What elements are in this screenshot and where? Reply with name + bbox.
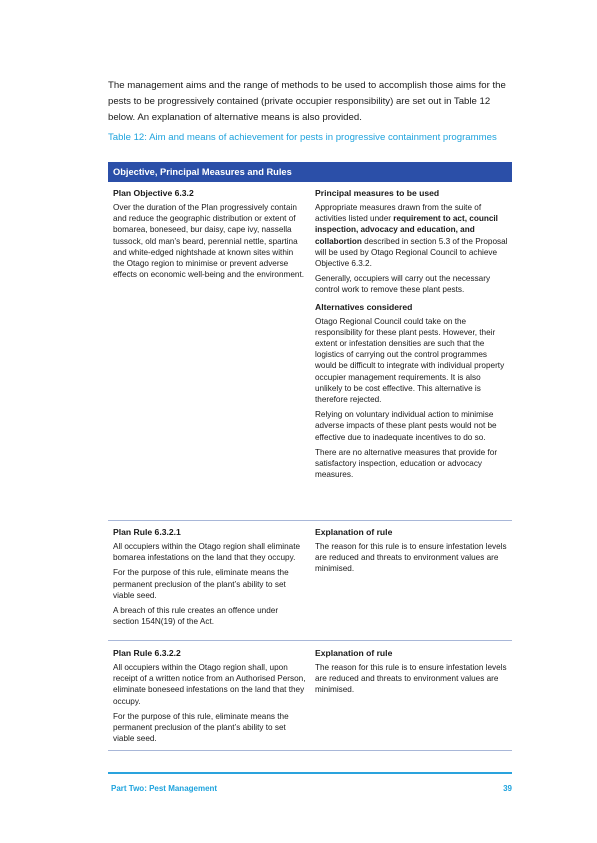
- rule-text-3: A breach of this rule creates an offence under section 154N(19) of the Act.: [113, 606, 279, 627]
- rule-cell: [108, 527, 310, 640]
- explanation-heading: Explanation of rule: [315, 527, 393, 537]
- rule-heading: Plan Rule 6.3.2.1: [113, 527, 181, 537]
- alternatives-heading: Alternatives considered: [315, 301, 413, 312]
- footer-divider: [108, 772, 512, 774]
- explanation-text: The reason for this rule is to ensure infestation levels are reduced and threats to environment values are minimised.: [315, 663, 507, 695]
- measures-text-2: Generally, occupiers will carry out the necessary control work to remove these plant pests.: [315, 274, 491, 295]
- objective-cell: [108, 188, 310, 520]
- measures-heading: Principal measures to be used: [315, 188, 440, 198]
- intro-paragraph: The management aims and the range of methods to be used to accomplish those aims for the pests to be progressively contained (private occupier responsibility) are set out in Table 12 below. An explanation of alternative means is also provided.: [108, 80, 506, 123]
- table-row: [108, 521, 512, 641]
- alternatives-text-1: Otago Regional Council could take on the responsibility for these plant pests. However, their extent or infestation densities are such that the logistics of carrying out the control programmes would be difficult to integrate with individual property occupier management requirements. It is also unlikely to be cost effective. This alternative is therefore rejected.: [315, 316, 505, 405]
- objectives-table: [108, 162, 512, 751]
- rule-cell: [108, 648, 310, 750]
- rule-text-1: All occupiers within the Otago region shall, upon receipt of a written notice from an Authorised Person, eliminate boneseed infestations on the land that they occupy.: [113, 663, 306, 706]
- footer-section-title: Part Two: Pest Management: [111, 784, 218, 793]
- rule-text-1: All occupiers within the Otago region shall eliminate bomarea infestations on the land that they occupy.: [113, 542, 301, 563]
- rule-text-2: For the purpose of this rule, eliminate means the permanent preclusion of the plant’s ability to set viable seed.: [113, 568, 289, 600]
- explanation-cell: [310, 648, 512, 750]
- explanation-cell: [310, 527, 512, 640]
- explanation-text: The reason for this rule is to ensure infestation levels are reduced and threats to environment values are minimised.: [315, 542, 507, 574]
- alternatives-text-2: Relying on voluntary individual action to minimise adverse impacts of these plant pests would not be effective due to inadequate incentives to do so.: [315, 410, 497, 442]
- table-row: [108, 182, 512, 521]
- objective-heading: Plan Objective 6.3.2: [113, 188, 194, 198]
- alternatives-text-3: There are no alternative measures that provide for satisfactory inspection, education or advocacy measures.: [315, 447, 498, 480]
- objective-text: Over the duration of the Plan progressively contain and reduce the geographic distribution or extent of bomarea, boneseed, bur daisy, cape ivy, nassella tussock, old man’s beard, perennial nettle, spartina and white-edged nightshade at known sites within the Otago region to minimise or prevent adverse effects on economic well-being and the environment.: [113, 203, 305, 280]
- table-row: [108, 641, 512, 751]
- page-number: 39: [503, 784, 512, 793]
- measures-cell: [310, 188, 512, 520]
- rule-heading: Plan Rule 6.3.2.2: [113, 648, 181, 658]
- rule-text-2: For the purpose of this rule, eliminate means the permanent preclusion of the plant’s ability to set viable seed.: [113, 711, 289, 744]
- table-caption: Table 12: Aim and means of achievement for pests in progressive containment programmes: [108, 132, 497, 143]
- measures-text: Appropriate measures drawn from the suite of activities listed under requirement to act, council inspection, advocacy and education, and collabortion described in section 5.3 of the Proposal will be used by Otago Regional Council to achieve Objective 6.3.2.: [315, 203, 508, 269]
- table-header: Objective, Principal Measures and Rules: [108, 162, 512, 182]
- explanation-heading: Explanation of rule: [315, 648, 393, 658]
